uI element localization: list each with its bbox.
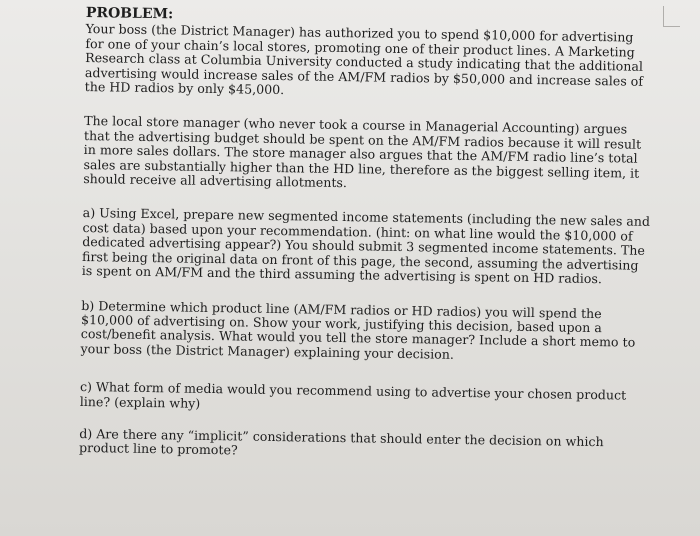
paragraph-store-manager: The local store manager (who never took a course in Managerial Accounting) argues that the advertising budget should be spent on the AM/FM radios because it will result in more sales dollars. The store manager also argues that the AM/FM radio line’s total sales are substantially higher than the HD line, therefore as the biggest selling item, it should receive all advertising allotments. [83, 113, 642, 191]
paragraph-intro: Your boss (the District Manager) has authorized you to spend $10,000 for advertising for one of your chain’s local stores, promoting one of their product lines. A Marketing Research class at Columbia University conducted a study indicating that the additional advertising would increase sales of the AM/FM radios by $50,000 and increase sales of the HD radios by only $45,000. [84, 21, 644, 98]
problem-heading: PROBLEM: [85, 5, 174, 23]
question-c: c) What form of media would you recommend using to advertise your chosen product line? (explain why) [79, 379, 627, 411]
question-d: d) Are there any “implicit” considerations that should enter the decision on which product line to promote? [78, 425, 604, 458]
question-b: b) Determine which product line (AM/FM radios or HD radios) you will spend the $10,000 of advertising on. Show your work, justifying this decision, based upon a cost/benefit analysis. What would you tell the store manager? Include a short memo to your boss (the District Manager) explaining your decision. [80, 297, 636, 362]
page-corner-mark [663, 6, 680, 27]
document-content [79, 6, 656, 485]
question-a: a) Using Excel, prepare new segmented income statements (including the new sales and cost data) based upon your recommendation. (hint: on what line would the $10,000 of dedicated advertising appear?) You should submit 3 segmented income statements. The first being the original data on front of this page, the second, assuming the advertising is spent on AM/FM and the third assuming the advertising is spent on HD radios. [81, 205, 651, 287]
